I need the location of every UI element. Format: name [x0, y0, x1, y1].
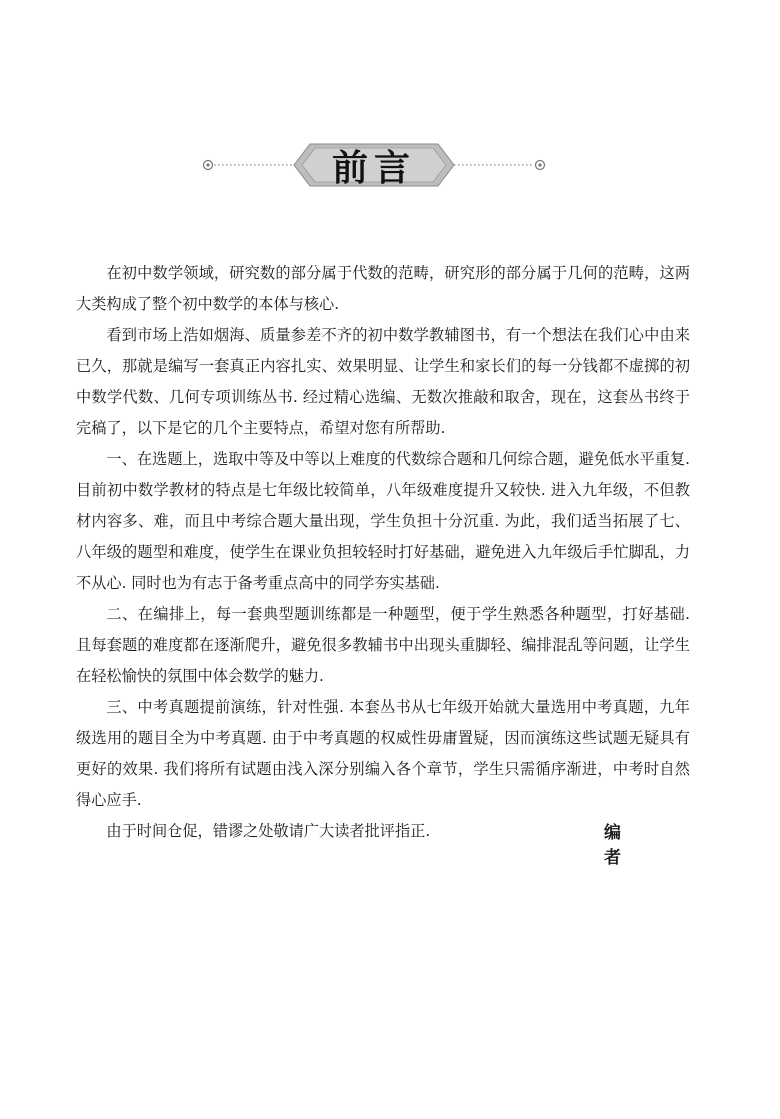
- paragraph: 二、在编排上，每一套典型题训练都是一种题型，便于学生熟悉各种题型，打好基础. 且每套题的难度都在逐渐爬升，避免很多教辅书中出现头重脚轻、编排混乱等问题，让学生在轻松愉快的氛围中体会数学的魅力.: [76, 605, 690, 685]
- paragraph: 由于时间仓促，错谬之处敬请广大读者批评指正.: [106, 822, 431, 840]
- paragraph: 一、在选题上，选取中等及中等以上难度的代数综合题和几何综合题，避免低水平重复. 目前初中数学教材的特点是七年级比较简单，八年级难度提升又较快. 进入九年级，不但教材内容多、难，而且中考综合题大量出现，学生负担十分沉重. 为此，我们适当拓展了七、八年级的题型和难度，使学生在课业负担较轻时打好基础，避免进入九年级后手忙脚乱，力不从心. 同时也为有志于备考重点高中的同学夯实基础.: [76, 450, 690, 592]
- paragraph: 在初中数学领域，研究数的部分属于代数的范畴，研究形的部分属于几何的范畴，这两大类构成了整个初中数学的本体与核心.: [76, 264, 690, 313]
- author-signature: 编 者: [604, 823, 637, 868]
- paragraph: 看到市场上浩如烟海、质量参差不齐的初中数学教辅图书，有一个想法在我们心中由来已久，那就是编写一套真正内容扎实、效果明显、让学生和家长们的每一分钱都不虚掷的初中数学代数、几何专项训练丛书. 经过精心选编、无数次推敲和取舍，现在，这套丛书终于完稿了，以下是它的几个主要特点，希望对您有所帮助.: [76, 326, 690, 437]
- preface-body: [76, 258, 690, 847]
- page-title: 前言: [331, 147, 416, 189]
- paragraph: 三、中考真题提前演练，针对性强. 本套丛书从七年级开始就大量选用中考真题，九年级选用的题目全为中考真题. 由于中考真题的权威性毋庸置疑，因而演练这些试题无疑具有更好的效果. 我们将所有试题由浅入深分别编入各个章节，学生只需循序渐进，中考时自然得心应手.: [76, 698, 690, 809]
- title-banner: [198, 136, 550, 194]
